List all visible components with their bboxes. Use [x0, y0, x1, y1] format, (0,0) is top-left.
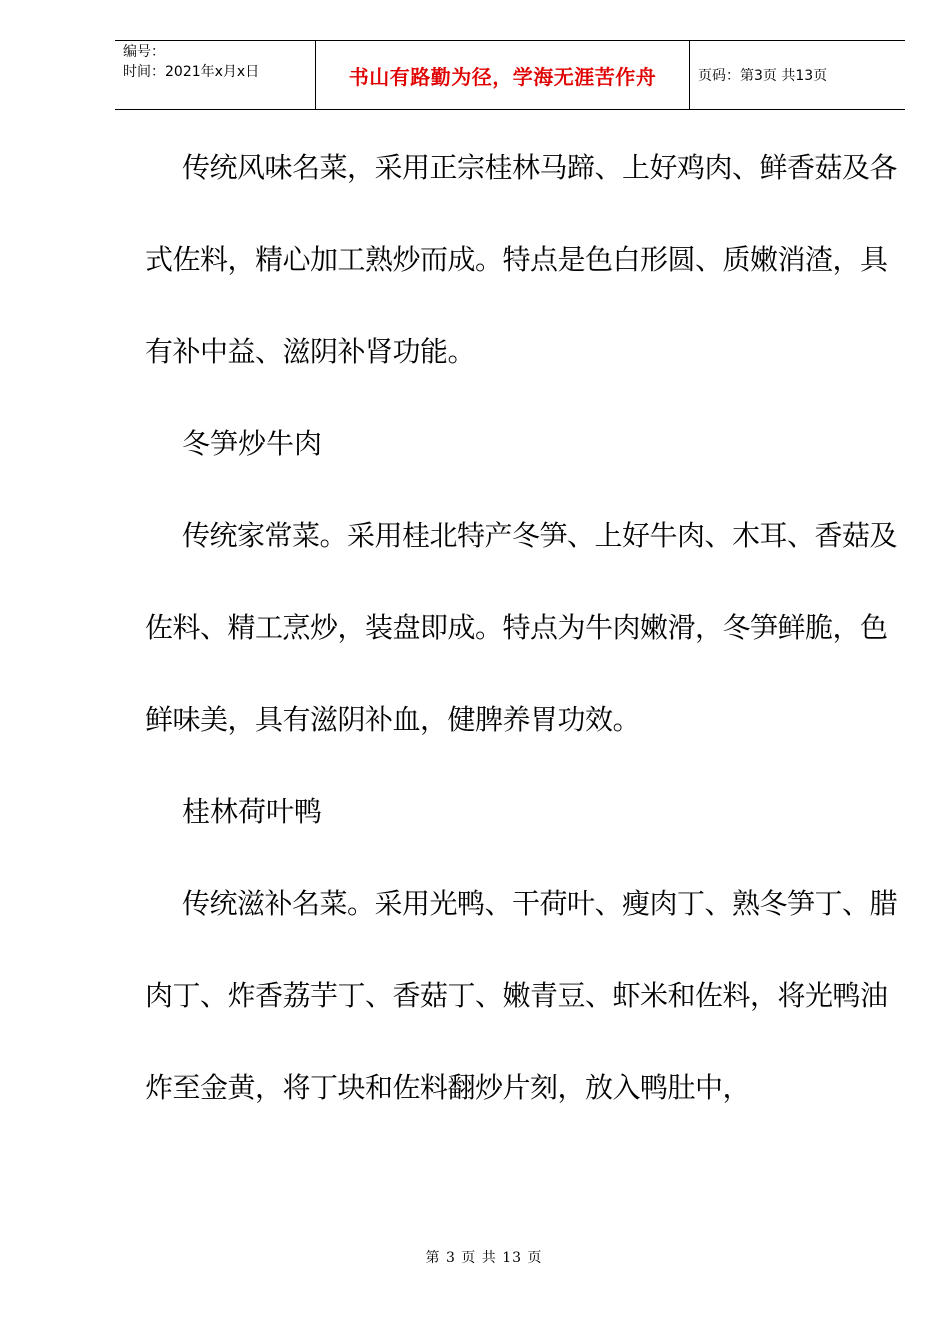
header-page-cell [690, 41, 905, 109]
page-info: 页码：第3页 共13页 [698, 68, 828, 84]
page-header [115, 40, 905, 110]
section-paragraph-2: 传统滋补名菜。采用光鸭、干荷叶、瘦肉丁、熟冬笋丁、腊肉丁、炸香荔芋丁、香菇丁、嫩青豆、虾米和佐料，将光鸭油炸至金黄，将丁块和佐料翻炒片刻，放入鸭肚中， [145, 887, 898, 1104]
section-paragraph-0: 传统风味名菜，采用正宗桂林马蹄、上好鸡肉、鲜香菇及各式佐料，精心加工熟炒而成。特点是色白形圆、质嫩消渣，具有补中益、滋阴补肾功能。 [145, 151, 898, 368]
number-label: 编号： [123, 44, 165, 60]
time-label: 时间：2021年x月x日 [123, 64, 260, 80]
motto-text: 书山有路勤为径，学海无涯苦作舟 [348, 64, 657, 89]
header-motto-cell [316, 41, 690, 109]
header-meta [115, 41, 316, 109]
page-footer [0, 1247, 950, 1267]
document-body [145, 122, 905, 1134]
section-paragraph-1: 传统家常菜。采用桂北特产冬笋、上好牛肉、木耳、香菇及佐料、精工烹炒，装盘即成。特点为牛肉嫩滑，冬笋鲜脆，色鲜味美，具有滋阴补血，健脾养胃功效。 [145, 519, 898, 736]
section-title-1: 冬笋炒牛肉 [182, 427, 323, 460]
footer-page-number: 第 3 页 共 13 页 [425, 1250, 543, 1266]
section-title-2: 桂林荷叶鸭 [182, 795, 323, 828]
